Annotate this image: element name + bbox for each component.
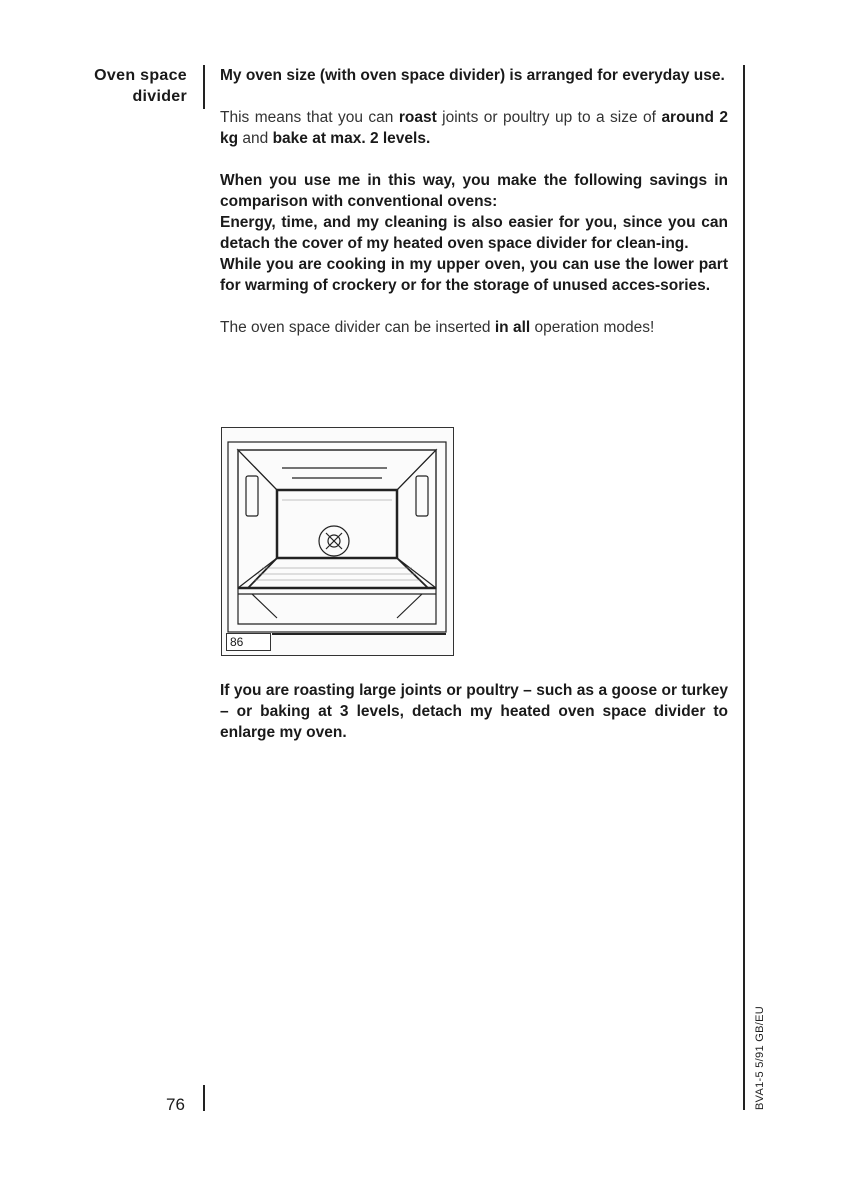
left-rule-top [203,65,205,109]
section-heading-line2: divider [132,88,187,105]
paragraph-energy: Energy, time, and my cleaning is also easier for you, since you can detach the cover of my heated oven space divider for clean-ing. [220,214,728,252]
section-heading [47,65,187,107]
figure-number: 86 [226,633,271,651]
paragraph-capacity: This means that you can roast joints or poultry up to a size of around 2 kg and bake at max. 2 levels. [220,109,729,147]
oven-drawing [222,428,453,655]
paragraph-savings: When you use me in this way, you make the following savings in comparison with conventional ovens: [220,172,728,210]
section-heading-line1: Oven space [94,67,187,84]
oven-illustration [221,427,454,656]
main-text [220,65,728,359]
document-code: BVA1-5 5/91 GB/EU [754,1006,766,1110]
paragraph-modes: The oven space divider can be inserted in all operation modes! [220,319,655,336]
paragraph-enlarge: If you are roasting large joints or poultry – such as a goose or turkey – or baking at 3 levels, detach my heated oven space divider to enlarge my oven. [220,682,728,741]
left-rule-bottom [203,1085,205,1111]
paragraph-intro: My oven size (with oven space divider) is arranged for everyday use. [220,67,725,84]
right-rule [743,65,745,1110]
paragraph-lower-part: While you are cooking in my upper oven, you can use the lower part for warming of crockery or for the storage of unused acces-sories. [220,256,728,294]
page-number: 76 [166,1095,185,1114]
